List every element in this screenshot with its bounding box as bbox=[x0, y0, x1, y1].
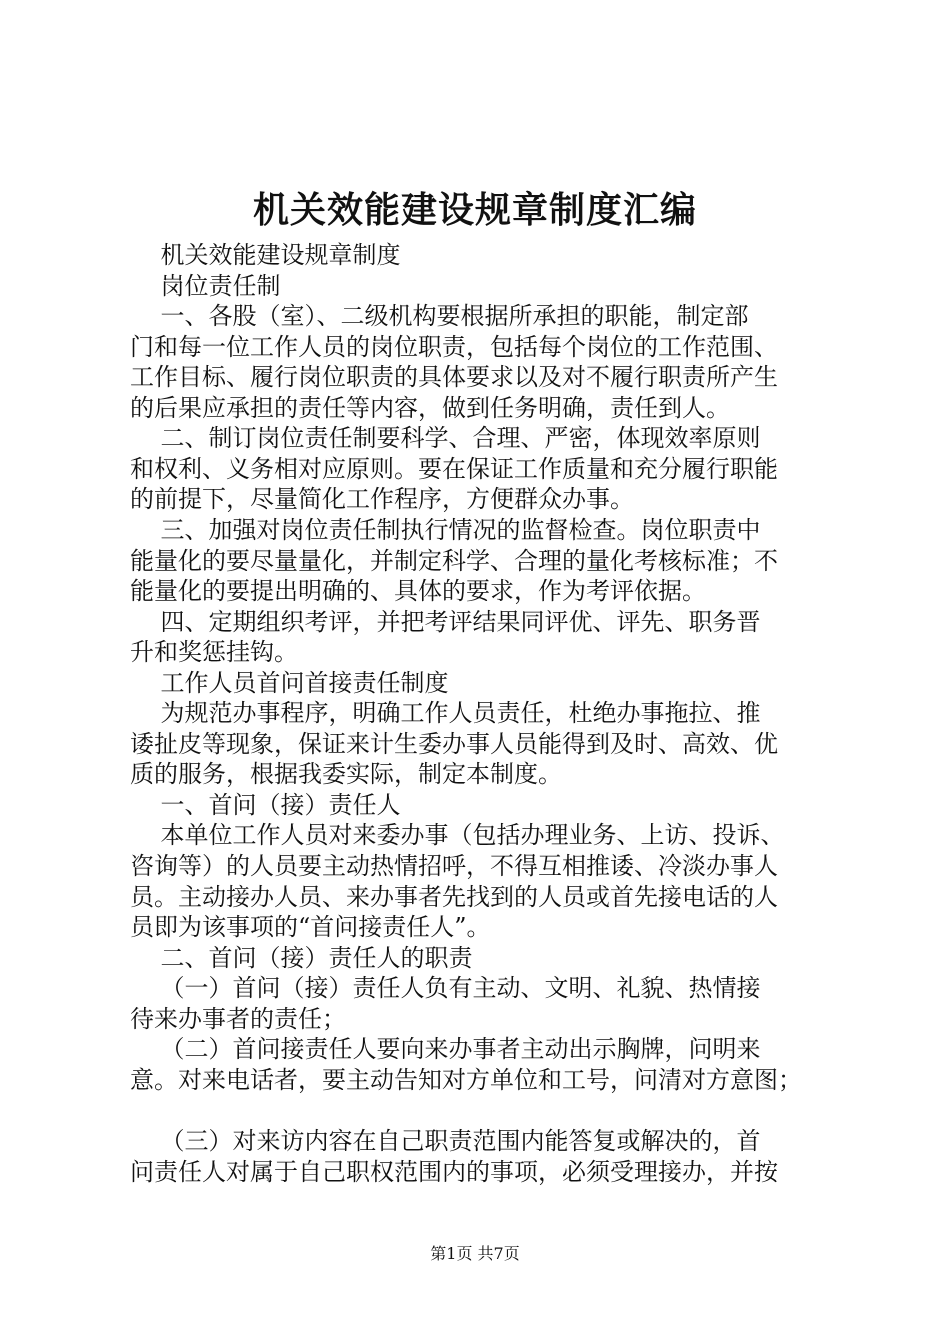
body-line: （三）对来访内容在自己职责范围内能答复或解决的，首 bbox=[130, 1127, 761, 1155]
body-line: 为规范办事程序，明确工作人员责任，杜绝办事拖拉、推 bbox=[130, 699, 761, 727]
body-line: 诿扯皮等现象，保证来计生委办事人员能得到及时、高效、优 bbox=[130, 730, 778, 758]
body-line: （一）首问（接）责任人负有主动、文明、礼貌、热情接 bbox=[130, 974, 761, 1002]
body-line: 员即为该事项的“首问接责任人”。 bbox=[130, 913, 491, 941]
page-footer: 第1页 共7页 bbox=[430, 1244, 520, 1263]
body-line: 待来办事者的责任； bbox=[130, 1005, 346, 1033]
body-line: 能量化的要提出明确的、具体的要求，作为考评依据。 bbox=[130, 577, 706, 605]
body-line: 门和每一位工作人员的岗位职责，包括每个岗位的工作范围、 bbox=[130, 333, 778, 361]
document-title: 机关效能建设规章制度汇编 bbox=[252, 189, 697, 231]
body-line: 意。对来电话者，要主动告知对方单位和工号，问清对方意图； bbox=[130, 1066, 802, 1094]
body-line: 咨询等）的人员要主动热情招呼，不得互相推诿、冷淡办事人 bbox=[130, 852, 778, 880]
body-line: 机关效能建设规章制度 bbox=[130, 241, 401, 269]
body-line: 升和奖惩挂钩。 bbox=[130, 638, 298, 666]
body-line: 问责任人对属于自己职权范围内的事项，必须受理接办，并按 bbox=[130, 1158, 778, 1186]
body-line: 四、定期组织考评，并把考评结果同评优、评先、职务晋 bbox=[130, 608, 761, 636]
body-line: 工作人员首问首接责任制度 bbox=[130, 669, 449, 697]
body-line: 一、首问（接）责任人 bbox=[130, 791, 401, 819]
body-line bbox=[130, 1095, 840, 1125]
body-line: 质的服务，根据我委实际，制定本制度。 bbox=[130, 760, 562, 788]
body-line: 本单位工作人员对来委办事（包括办理业务、上访、投诉、 bbox=[130, 821, 785, 849]
body-line: 二、首问（接）责任人的职责 bbox=[130, 944, 473, 972]
body-line: （二）首问接责任人要向来办事者主动出示胸牌，问明来 bbox=[130, 1035, 761, 1063]
body-line: 三、加强对岗位责任制执行情况的监督检查。岗位职责中 bbox=[130, 516, 761, 544]
body-line: 岗位责任制 bbox=[130, 272, 281, 300]
body-line: 的前提下，尽量简化工作程序，方便群众办事。 bbox=[130, 485, 634, 513]
body-line: 员。主动接办人员、来办事者先找到的人员或首先接电话的人 bbox=[130, 883, 778, 911]
body-line: 和权利、义务相对应原则。要在保证工作质量和充分履行职能 bbox=[130, 455, 778, 483]
body-line: 能量化的要尽量量化，并制定科学、合理的量化考核标准；不 bbox=[130, 547, 778, 575]
body-line: 的后果应承担的责任等内容，做到任务明确，责任到人。 bbox=[130, 394, 730, 422]
body-line: 工作目标、履行岗位职责的具体要求以及对不履行职责所产生 bbox=[130, 363, 778, 391]
body-line: 二、制订岗位责任制要科学、合理、严密，体现效率原则 bbox=[130, 424, 761, 452]
body-line: 一、各股（室）、二级机构要根据所承担的职能，制定部 bbox=[130, 302, 749, 330]
